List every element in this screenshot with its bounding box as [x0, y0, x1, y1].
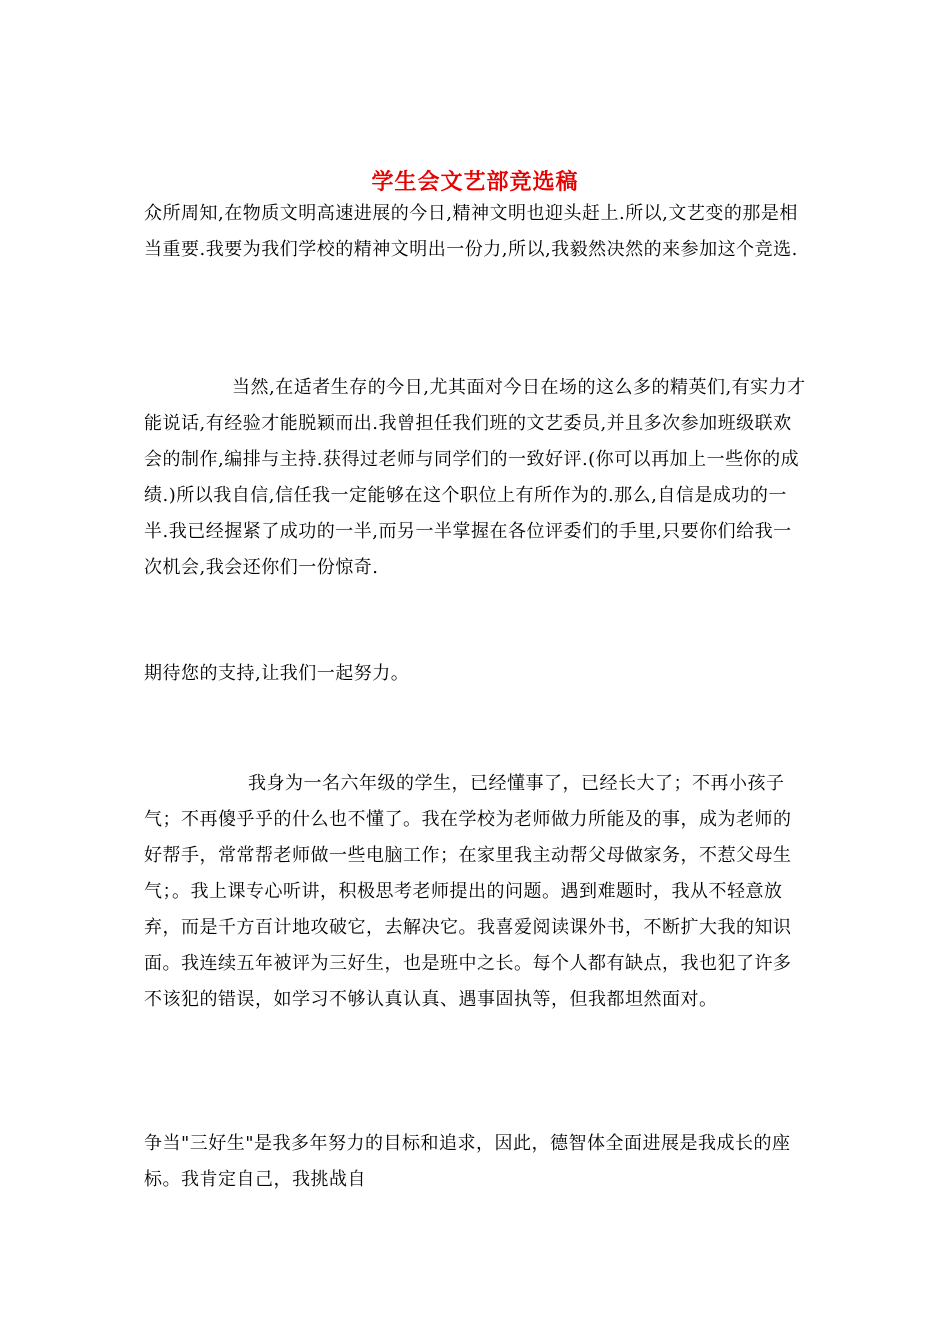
- paragraph-closing: 期待您的支持,让我们一起努力。: [144, 663, 410, 684]
- document-title: 学生会文艺部竞选稿: [371, 168, 579, 195]
- paragraph-experience: 当然,在适者生存的今日,尤其面对今日在场的这么多的精英们,有实力才能说话,有经验才能脱颖而出.我曾担任我们班的文艺委员,并且多次参加班级联欢会的制作,编排与主持.获得过老师与同学们的一致好评.(你可以再加上一些你的成绩.)所以我自信,信任我一定能够在这个职位上有所作为的.那么,自信是成功的一半.我已经握紧了成功的一半,而另一半掌握在各位评委们的手里,只要你们给我一次机会,我会还你们一份惊奇.: [144, 377, 806, 578]
- paragraph-self-description: 我身为一名六年级的学生，已经懂事了，已经长大了；不再小孩子气；不再傻乎乎的什么也不懂了。我在学校为老师做力所能及的事，成为老师的好帮手，常常帮老师做一些电脑工作；在家里我主动帮父母做家务，不惹父母生气；。我上课专心听讲，积极思考老师提出的问题。遇到难题时，我从不轻意放弃，而是千方百计地攻破它，去解决它。我喜爱阅读课外书，不断扩大我的知识面。我连续五年被评为三好生，也是班中之长。每个人都有缺点，我也犯了许多不该犯的错误，如学习不够认真认真、遇事固执等，但我都坦然面对。: [144, 773, 792, 1010]
- paragraph-intro: 众所周知,在物质文明高速进展的今日,精神文明也迎头赶上.所以,文艺变的那是相当重要.我要为我们学校的精神文明出一份力,所以,我毅然决然的来参加这个竞选.: [144, 203, 798, 260]
- paragraph-goal: 争当"三好生"是我多年努力的目标和追求，因此，德智体全面进展是我成长的座标。我肯定自己，我挑战自: [144, 1133, 791, 1190]
